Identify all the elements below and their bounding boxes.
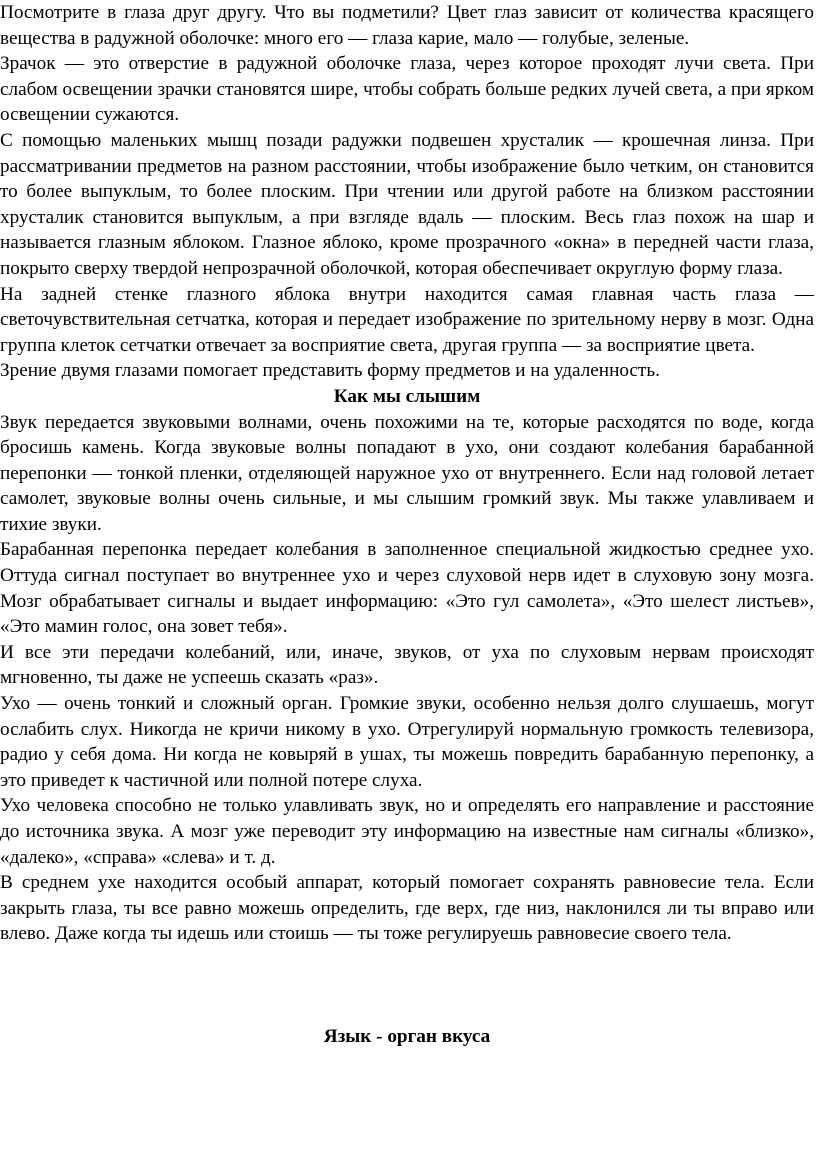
paragraph-binocular-vision: Зрение двумя глазами помогает представить форму предметов и на удаленность. — [0, 360, 660, 382]
heading-tongue-taste: Язык - орган вкуса — [323, 1025, 491, 1047]
heading-how-we-hear: Как мы слышим — [333, 385, 481, 407]
paragraph-sound-direction: Ухо человека способно не только улавливать звук, но и определять его направление и расстояние до источника звука. А мозг уже переводит эту информацию на известные нам сигналы «близко», «далеко», «справа» «слева» и т. д. — [0, 795, 814, 868]
paragraph-eye-color: Посмотрите в глаза друг другу. Что вы подметили? Цвет глаз зависит от количества красящего вещества в радужной оболочке: много его — глаза карие, мало — голубые, зеленые. — [0, 2, 814, 49]
section-gap — [0, 947, 814, 1024]
paragraph-eardrum: Барабанная перепонка передает колебания в заполненное специальной жидкостью среднее ухо. Оттуда сигнал поступает во внутреннее ухо и через слуховой нерв идет в слуховую зону мозга. Мозг обрабатывает сигналы и выдает информацию: «Это гул самолета», «Это шелест листьев», «Это мамин голос, она зовет тебя». — [0, 539, 814, 638]
paragraph-balance: В среднем ухе находится особый аппарат, который помогает сохранять равновесие тела. Если закрыть глаза, ты все равно можешь определить, где верх, где низ, наклонился ли ты вправо или влево. Даже когда ты идешь или стоишь — ты тоже регулируешь равновесие своего тела. — [0, 872, 814, 945]
paragraph-lens: С помощью маленьких мышц позади радужки подвешен хрусталик — крошечная линза. При рассматривании предметов на разном расстоянии, чтобы изображение было четким, он становится то более выпуклым, то более плоским. При чтении или другой работе на близком расстоянии хрусталик становится выпуклым, а при взгляде вдаль — плоским. Весь глаз похож на шар и называется глазным яблоком. Глазное яблоко, кроме прозрачного «окна» в передней части глаза, покрыто сверху твердой непрозрачной оболочкой, которая обеспечивает округлую форму глаза. — [0, 129, 814, 279]
paragraph-transmission-speed: И все эти передачи колебаний, или, иначе, звуков, от уха по слуховым нервам происходят мгновенно, ты даже не успеешь сказать «раз». — [0, 641, 814, 689]
paragraph-ear-care: Ухо — очень тонкий и сложный орган. Громкие звуки, особенно нельзя долго слушаешь, могут ослабить слух. Никогда не кричи никому в ухо. Отрегулируй нормальную громкость телевизора, радио у себя дома. Ни когда не ковыряй в ушах, ты можешь повредить барабанную перепонку, а это приведет к частичной или полной потере слуха. — [0, 693, 814, 791]
paragraph-pupil: Зрачок — это отверстие в радужной оболочке глаза, через которое проходят лучи света. При слабом освещении зрачки становятся шире, чтобы собрать больше редких лучей света, а при ярком освещении сужаются. — [0, 53, 814, 126]
paragraph-sound-waves: Звук передается звуковыми волнами, очень похожими на те, которые расходятся по воде, когда бросишь камень. Когда звуковые волны попадают в ухо, они создают колебания барабанной перепонки — тонкой пленки, отделяющей наружное ухо от внутреннего. Если над головой летает самолет, звуковые волны очень сильные, и мы слышим громкий звук. Мы также улавливаем и тихие звуки. — [0, 411, 814, 535]
paragraph-retina: На задней стенке глазного яблока внутри находится самая главная часть глаза — светочувствительная сетчатка, которая и передает изображение по зрительному нерву в мозг. Одна группа клеток сетчатки отвечает за восприятие света, другая группа — за восприятие цвета. — [0, 283, 814, 356]
